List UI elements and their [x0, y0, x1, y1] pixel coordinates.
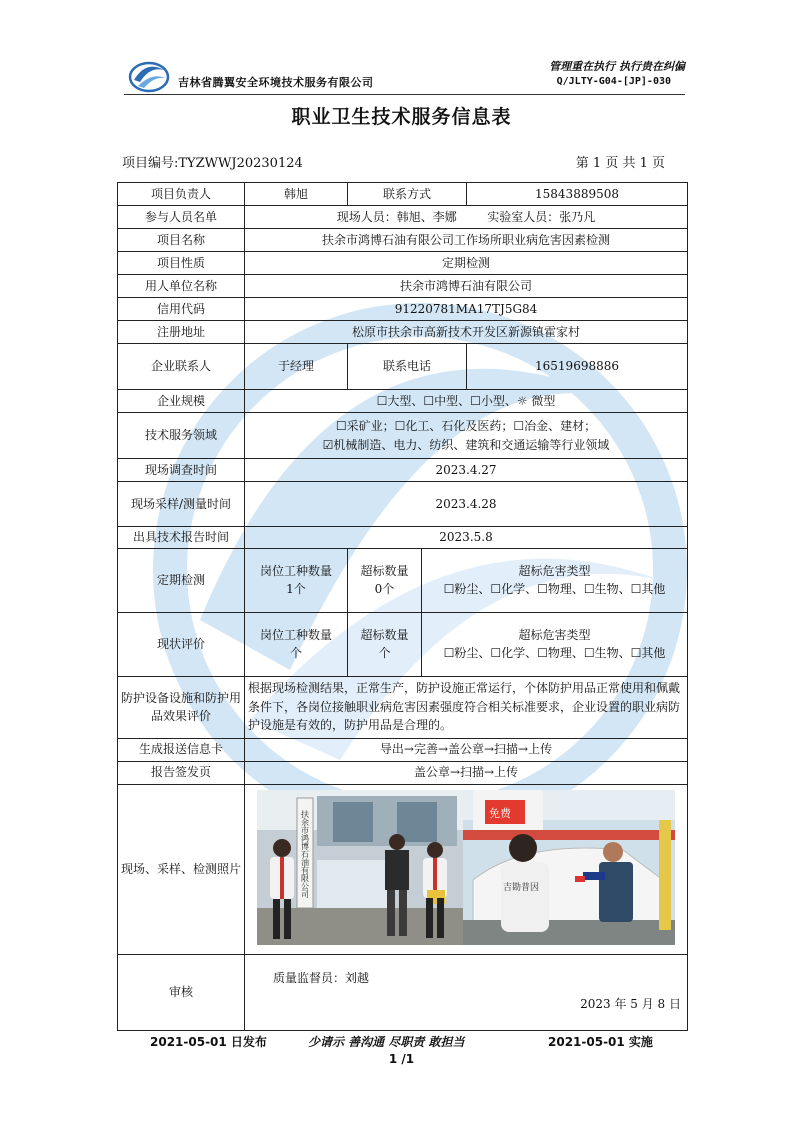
photo-vest-text: 吉勘普因 — [503, 882, 540, 893]
footer-implemented: 2021-05-01 实施 — [548, 1035, 653, 1049]
info-table — [117, 182, 688, 1031]
domain-line-2: ☑机械制造、电力、纺织、建筑和交通运输等行业领域 — [322, 437, 610, 452]
project-name-value: 扶余市鸿博石油有限公司工作场所职业病危害因素检测 — [245, 229, 688, 252]
employer-label: 用人单位名称 — [118, 275, 245, 298]
status-exceed: 超标数量 个 — [348, 612, 422, 676]
footer-page-number: 1 /1 — [388, 1052, 415, 1066]
address-label: 注册地址 — [118, 321, 245, 344]
leader-value: 韩旭 — [245, 183, 348, 206]
review-label: 审核 — [118, 954, 245, 1030]
review-date: 2023 年 5 月 8 日 — [580, 997, 682, 1011]
photo-cell — [245, 784, 688, 954]
protect-label: 防护设备设施和防护用品效果评价 — [118, 676, 245, 738]
survey-time-label: 现场调查时间 — [118, 459, 245, 482]
credit-label: 信用代码 — [118, 298, 245, 321]
credit-value: 91220781MA17TJ5G84 — [245, 298, 688, 321]
ent-contact-label: 企业联系人 — [118, 344, 245, 390]
footer-issued: 2021-05-01 日发布 — [150, 1035, 267, 1049]
document-code: Q/JLTY-G04-[JP]-030 — [556, 76, 671, 87]
site-photo-1 — [257, 790, 463, 945]
domain-value — [245, 413, 688, 459]
site-photo-2 — [463, 790, 675, 945]
periodic-hazard: 超标危害类型 ☐粉尘、☐化学、☐物理、☐生物、☐其他 — [422, 548, 688, 612]
phone-value: 16519698886 — [467, 344, 688, 390]
scale-label: 企业规模 — [118, 390, 245, 413]
photo-banner-text: 免费 — [489, 806, 511, 820]
periodic-posts: 岗位工种数量 1个 — [245, 548, 348, 612]
status-label: 现状评价 — [118, 612, 245, 676]
page-info: 第 1 页 共 1 页 — [575, 156, 665, 171]
issue-value: 盖公章→扫描→上传 — [245, 761, 688, 784]
periodic-exceed: 超标数量 0个 — [348, 548, 422, 612]
periodic-label: 定期检测 — [118, 548, 245, 612]
photo-label: 现场、采样、检测照片 — [118, 784, 245, 954]
members-value: 现场人员：韩旭、李娜 实验室人员：张乃凡 — [245, 206, 688, 229]
ent-contact-value: 于经理 — [245, 344, 348, 390]
leader-label: 项目负责人 — [118, 183, 245, 206]
scale-value: ☐大型、☐中型、☐小型、☼ 微型 — [245, 390, 688, 413]
review-cell — [245, 954, 688, 1030]
status-posts: 岗位工种数量 个 — [245, 612, 348, 676]
company-logo-icon — [128, 56, 170, 94]
nature-label: 项目性质 — [118, 252, 245, 275]
sampling-time-label: 现场采样/测量时间 — [118, 482, 245, 527]
contact-value: 15843889508 — [467, 183, 688, 206]
address-value: 松原市扶余市高新技术开发区新源镇霍家村 — [245, 321, 688, 344]
project-number: 项目编号:TYZWWJ20230124 — [122, 156, 303, 171]
status-hazard: 超标危害类型 ☐粉尘、☐化学、☐物理、☐生物、☐其他 — [422, 612, 688, 676]
issue-label: 报告签发页 — [118, 761, 245, 784]
photo-sign-text: 扶余市鸿博石油有限公司 — [300, 809, 310, 898]
reviewer: 质量监督员：刘越 — [273, 970, 370, 985]
footer-motto: 少请示 善沟通 尽职责 敢担当 — [308, 1035, 465, 1049]
header-slogan: 管理重在执行 执行贵在纠偏 — [549, 60, 685, 73]
report-time-value: 2023.5.8 — [245, 527, 688, 549]
members-label: 参与人员名单 — [118, 206, 245, 229]
employer-value: 扶余市鸿博石油有限公司 — [245, 275, 688, 298]
phone-label: 联系电话 — [348, 344, 467, 390]
company-name: 吉林省腾翼安全环境技术服务有限公司 — [178, 76, 374, 89]
header-divider — [124, 94, 685, 95]
protect-value: 根据现场检测结果，正常生产，防护设施正常运行，个体防护用品正常使用和佩戴条件下，各岗位接触职业病危害因素强度符合相关标准要求，企业设置的职业病防护设施是有效的，防护用品是合理的。 — [245, 676, 688, 738]
page-title: 职业卫生技术服务信息表 — [291, 106, 512, 128]
domain-label: 技术服务领域 — [118, 413, 245, 459]
contact-label: 联系方式 — [348, 183, 467, 206]
survey-time-value: 2023.4.27 — [245, 459, 688, 482]
report-time-label: 出具技术报告时间 — [118, 527, 245, 549]
project-name-label: 项目名称 — [118, 229, 245, 252]
domain-line-1: ☐采矿业；☐化工、石化及医药；☐冶金、建材； — [335, 418, 597, 433]
sampling-time-value: 2023.4.28 — [245, 482, 688, 527]
card-label: 生成报送信息卡 — [118, 738, 245, 761]
nature-value: 定期检测 — [245, 252, 688, 275]
card-value: 导出→完善→盖公章→扫描→上传 — [245, 738, 688, 761]
